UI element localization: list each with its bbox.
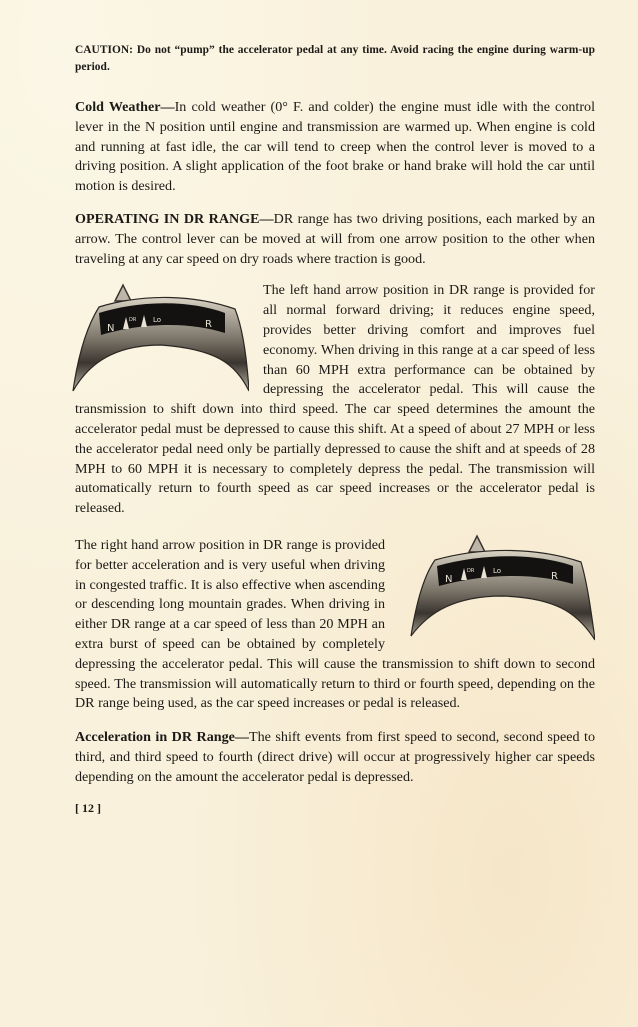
- operating-dr-section: [75, 210, 595, 269]
- selector-dial-left-arrow-image: [65, 279, 249, 399]
- selector-dial-right-arrow-image: [405, 532, 595, 644]
- right-arrow-section: [75, 536, 595, 714]
- selector-label-lo: Lo: [153, 316, 162, 325]
- operating-dr-heading: OPERATING IN DR RANGE—: [75, 210, 274, 227]
- selector-label-dr-right: DR: [467, 567, 475, 574]
- selector-label-n-right: N: [445, 573, 453, 585]
- left-arrow-section: [75, 281, 595, 519]
- cold-weather-heading: Cold Weather—: [75, 99, 175, 115]
- page-number: [ 12 ]: [75, 800, 101, 815]
- selector-label-r-right: R: [551, 570, 558, 582]
- manual-page: [75, 42, 595, 816]
- acceleration-heading: Acceleration in DR Range—: [75, 729, 249, 746]
- selector-label-lo-right: Lo: [493, 566, 502, 575]
- cold-weather-body: In cold weather (0° F. and colder) the engine must idle with the control lever in the N position until engine and transmission are warmed up. When engine is cold and running at fast idle, the car will tend to creep when the control lever is moved to a driving position. A slight application of the foot brake or hand brake will hold the car until motion is desired.: [75, 99, 595, 195]
- right-arrow-body: The right hand arrow position in DR range is provided for better acceleration and is very useful when driving in congested traffic. It is also effective when ascending or descending long mountain grades. When driving in either DR range at a car speed of less than 20 MPH an extra burst of speed can be obtained by completely depressing the accelerator pedal. This will cause the transmission to shift down to second speed. The transmission will automatically return to third or fourth speed, depending on the DR range being used, as the car speed increases or pedal is released.: [75, 536, 595, 712]
- operating-dr-body: DR range has two driving positions, each marked by an arrow. The control lever can be moved at will from one arrow position to the other when traveling at any car speed on dry roads where traction is good.: [75, 210, 596, 267]
- cold-weather-section: [75, 98, 595, 197]
- acceleration-body: The shift events from first speed to second, second speed to third, and third speed to fourth (direct drive) will occur at progressively higher car speeds depending on the amount the accelerator pedal is depressed.: [75, 729, 595, 785]
- acceleration-section: [75, 728, 595, 787]
- selector-label-dr: DR: [129, 317, 137, 324]
- selector-label-n: N: [107, 323, 115, 335]
- left-arrow-body: The left hand arrow position in DR range is provided for all normal forward driving; it reduces engine speed, provides better driving comfort and improves fuel economy. When driving in this range at a car speed of less than 60 MPH extra performance can be obtained by depressing the accelerator pedal. This will cause the transmission to shift down into third speed. The car speed determines the amount the accelerator pedal must be depressed to cause this shift. At a speed of about 27 MPH or less the accelerator pedal need only be partially depressed to cause the shift and at speeds of 28 MPH to 60 MPH it is necessary to completely depress the pedal. The transmission will automatically return to fourth speed as car speed increases or the accelerator pedal is released.: [75, 282, 595, 517]
- caution-note: CAUTION: Do not “pump” the accelerator pedal at any time. Avoid racing the engine during warm-up period.: [75, 44, 595, 73]
- selector-label-r: R: [205, 319, 212, 331]
